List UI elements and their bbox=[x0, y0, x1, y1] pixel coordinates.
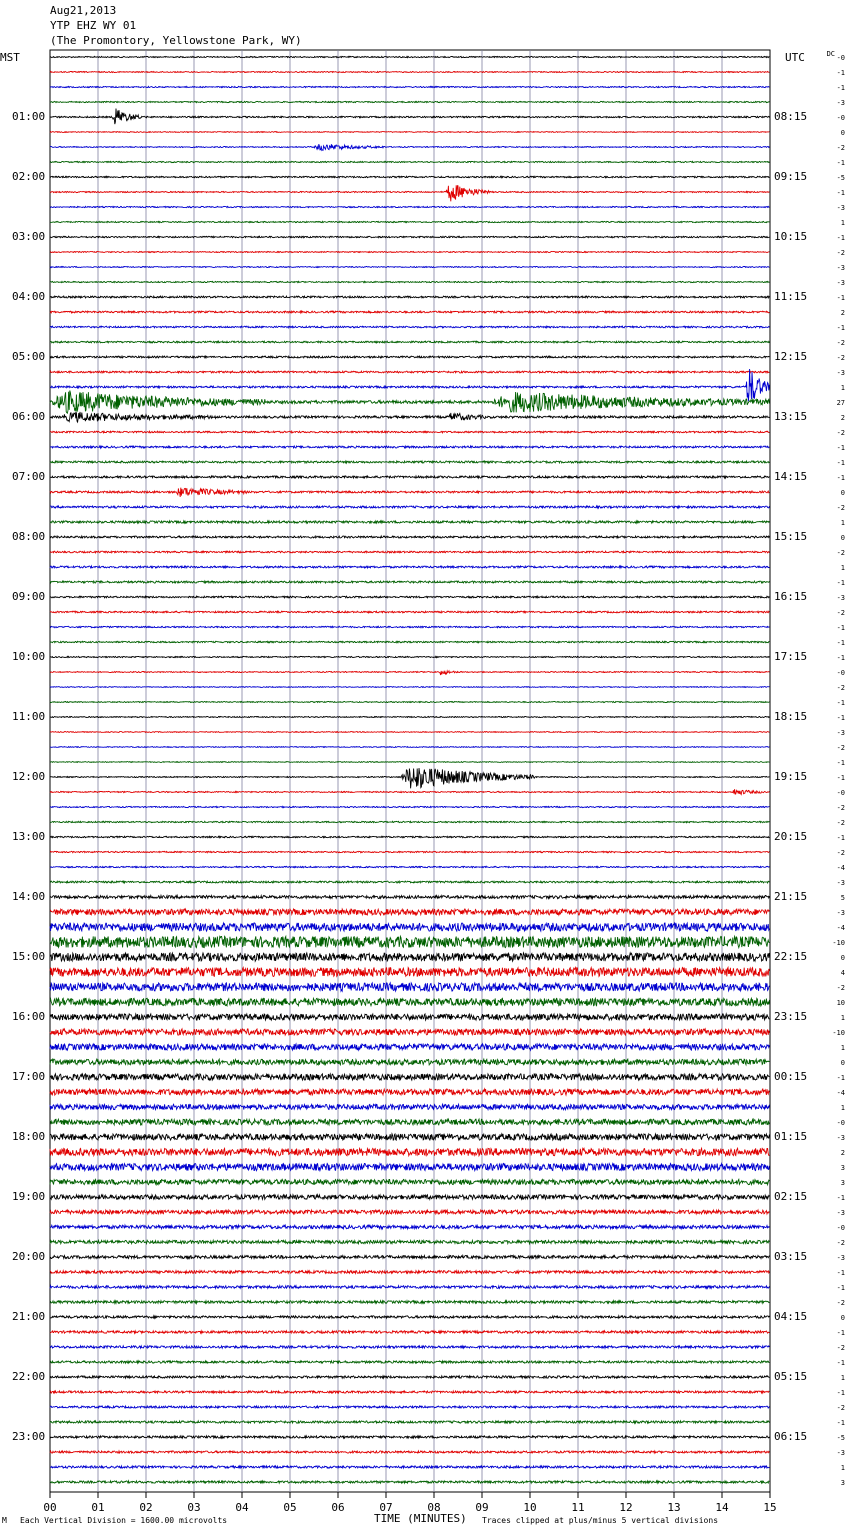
mst-hour-label: 13:00 bbox=[12, 830, 46, 843]
trace-row-93 bbox=[50, 1451, 769, 1453]
trace-row-13 bbox=[50, 252, 769, 253]
dc-offset-label: 1 bbox=[840, 519, 845, 527]
dc-offset-label: -2 bbox=[836, 144, 845, 152]
mst-hour-label: 04:00 bbox=[12, 290, 46, 303]
dc-offset-label: 1 bbox=[840, 1104, 845, 1112]
trace-row-63 bbox=[50, 998, 769, 1005]
mst-hour-label: 06:00 bbox=[12, 410, 46, 423]
utc-axis-title: UTC bbox=[785, 51, 805, 64]
dc-offset-label: -5 bbox=[836, 1434, 845, 1442]
utc-hour-label: 19:15 bbox=[774, 770, 808, 783]
utc-hour-label: 22:15 bbox=[774, 950, 808, 963]
utc-hour-label: 08:15 bbox=[774, 110, 808, 123]
trace-row-87 bbox=[50, 1361, 769, 1363]
corner-mark: M bbox=[2, 1516, 7, 1525]
x-tick-label: 07 bbox=[379, 1501, 393, 1514]
trace-row-3 bbox=[50, 101, 769, 102]
dc-offset-label: 1 bbox=[840, 1464, 845, 1472]
dc-offset-label: 2 bbox=[840, 414, 845, 422]
dc-offset-label: -10 bbox=[832, 939, 845, 947]
dc-offset-label: -1 bbox=[836, 69, 845, 77]
dc-offset-label: -3 bbox=[836, 204, 845, 212]
mst-hour-label: 10:00 bbox=[12, 650, 46, 663]
trace-row-30 bbox=[50, 506, 769, 508]
dc-offset-label: -0 bbox=[836, 789, 845, 797]
trace-row-8 bbox=[50, 176, 769, 177]
dc-offset-label: -2 bbox=[836, 744, 845, 752]
trace-row-9 bbox=[50, 185, 769, 201]
utc-hour-label: 17:15 bbox=[774, 650, 808, 663]
trace-row-33 bbox=[50, 551, 769, 553]
dc-offset-label: -1 bbox=[836, 294, 845, 302]
dc-offset-label: 1 bbox=[840, 564, 845, 572]
trace-row-40 bbox=[50, 656, 769, 657]
x-tick-label: 03 bbox=[187, 1501, 201, 1514]
dc-offset-label: -2 bbox=[836, 819, 845, 827]
mst-hour-label: 05:00 bbox=[12, 350, 46, 363]
utc-hour-label: 13:15 bbox=[774, 410, 808, 423]
trace-row-49 bbox=[50, 789, 769, 794]
dc-offset-label: 0 bbox=[840, 954, 845, 962]
dc-offset-label: -0 bbox=[836, 1119, 845, 1127]
trace-row-92 bbox=[50, 1436, 769, 1438]
trace-row-20 bbox=[50, 356, 769, 358]
trace-row-39 bbox=[50, 641, 769, 642]
trace-row-43 bbox=[50, 702, 769, 703]
trace-row-91 bbox=[50, 1421, 769, 1423]
dc-offset-label: -3 bbox=[836, 1449, 845, 1457]
trace-row-77 bbox=[50, 1210, 769, 1214]
mst-hour-label: 22:00 bbox=[12, 1370, 46, 1383]
dc-offset-label: -2 bbox=[836, 609, 845, 617]
trace-row-34 bbox=[50, 566, 769, 568]
mst-axis-title: MST bbox=[0, 51, 20, 64]
dc-offset-label: 3 bbox=[840, 1179, 845, 1187]
dc-offset-label: -0 bbox=[836, 114, 845, 122]
trace-row-71 bbox=[50, 1119, 769, 1125]
trace-row-62 bbox=[50, 983, 769, 991]
trace-row-74 bbox=[50, 1163, 769, 1170]
dc-offset-label: -10 bbox=[832, 1029, 845, 1037]
dc-offset-label: -1 bbox=[836, 474, 845, 482]
x-tick-label: 01 bbox=[91, 1501, 105, 1514]
dc-offset-label: -1 bbox=[836, 324, 845, 332]
mst-hour-label: 21:00 bbox=[12, 1310, 46, 1323]
dc-offset-label: -3 bbox=[836, 99, 845, 107]
dc-offset-label: -0 bbox=[836, 669, 845, 677]
dc-offset-label: 2 bbox=[840, 1149, 845, 1157]
trace-row-46 bbox=[50, 747, 769, 748]
trace-row-38 bbox=[50, 626, 769, 627]
dc-offset-label: 0 bbox=[840, 1314, 845, 1322]
trace-row-95 bbox=[50, 1481, 769, 1483]
dc-offset-label: -2 bbox=[836, 1299, 845, 1307]
dc-offset-label: -3 bbox=[836, 264, 845, 272]
location-label: (The Promontory, Yellowstone Park, WY) bbox=[50, 34, 302, 47]
trace-row-18 bbox=[50, 326, 769, 328]
mst-hour-label: 01:00 bbox=[12, 110, 46, 123]
trace-row-76 bbox=[50, 1195, 769, 1199]
trace-row-4 bbox=[50, 109, 769, 125]
trace-row-32 bbox=[50, 536, 769, 538]
trace-row-2 bbox=[50, 86, 769, 87]
dc-offset-label: -2 bbox=[836, 249, 845, 257]
dc-offset-label: -3 bbox=[836, 729, 845, 737]
trace-row-66 bbox=[50, 1044, 769, 1050]
mst-hour-label: 20:00 bbox=[12, 1250, 46, 1263]
x-tick-label: 14 bbox=[715, 1501, 729, 1514]
dc-offset-label: -1 bbox=[836, 1329, 845, 1337]
dc-offset-label: -1 bbox=[836, 714, 845, 722]
trace-row-58 bbox=[50, 923, 769, 931]
dc-axis-title: DC bbox=[826, 50, 835, 58]
x-tick-label: 00 bbox=[43, 1501, 57, 1514]
trace-row-82 bbox=[50, 1286, 769, 1289]
trace-row-16 bbox=[50, 296, 769, 298]
x-tick-label: 05 bbox=[283, 1501, 297, 1514]
dc-offset-label: -3 bbox=[836, 1209, 845, 1217]
mst-hour-label: 07:00 bbox=[12, 470, 46, 483]
x-tick-label: 10 bbox=[523, 1501, 537, 1514]
dc-offset-label: -1 bbox=[836, 624, 845, 632]
trace-row-65 bbox=[50, 1029, 769, 1035]
trace-row-22 bbox=[50, 369, 769, 401]
dc-offset-label: -0 bbox=[836, 54, 845, 62]
trace-row-27 bbox=[50, 461, 769, 463]
dc-offset-label: -1 bbox=[836, 774, 845, 782]
trace-row-36 bbox=[50, 596, 769, 598]
dc-offset-label: 1 bbox=[840, 384, 845, 392]
trace-row-85 bbox=[50, 1331, 769, 1333]
trace-row-79 bbox=[50, 1240, 769, 1243]
trace-row-64 bbox=[50, 1014, 769, 1020]
dc-offset-label: -0 bbox=[836, 1224, 845, 1232]
dc-offset-label: -2 bbox=[836, 1404, 845, 1412]
dc-offset-label: 5 bbox=[840, 894, 845, 902]
trace-row-75 bbox=[50, 1179, 769, 1184]
trace-row-44 bbox=[50, 717, 769, 718]
dc-offset-label: -2 bbox=[836, 429, 845, 437]
dc-offset-label: 0 bbox=[840, 1059, 845, 1067]
dc-offset-label: -2 bbox=[836, 549, 845, 557]
dc-offset-label: 1 bbox=[840, 1014, 845, 1022]
trace-row-5 bbox=[50, 132, 769, 133]
x-tick-label: 08 bbox=[427, 1501, 441, 1514]
dc-offset-label: -4 bbox=[836, 864, 845, 872]
dc-offset-label: -3 bbox=[836, 369, 845, 377]
utc-hour-label: 04:15 bbox=[774, 1310, 808, 1323]
mst-hour-label: 02:00 bbox=[12, 170, 46, 183]
utc-hour-label: 21:15 bbox=[774, 890, 808, 903]
dc-offset-label: -2 bbox=[836, 339, 845, 347]
trace-row-69 bbox=[50, 1089, 769, 1095]
mst-hour-label: 11:00 bbox=[12, 710, 46, 723]
trace-row-12 bbox=[50, 236, 769, 237]
utc-hour-label: 02:15 bbox=[774, 1190, 808, 1203]
dc-offset-label: -1 bbox=[836, 1419, 845, 1427]
x-tick-label: 11 bbox=[571, 1501, 585, 1514]
trace-row-83 bbox=[50, 1301, 769, 1304]
dc-offset-label: -3 bbox=[836, 279, 845, 287]
dc-offset-label: 1 bbox=[840, 1044, 845, 1052]
mst-hour-label: 19:00 bbox=[12, 1190, 46, 1203]
dc-offset-label: -1 bbox=[836, 639, 845, 647]
utc-hour-label: 01:15 bbox=[774, 1130, 808, 1143]
trace-row-73 bbox=[50, 1148, 769, 1155]
mst-hour-label: 23:00 bbox=[12, 1430, 46, 1443]
utc-hour-label: 09:15 bbox=[774, 170, 808, 183]
trace-row-61 bbox=[50, 968, 769, 977]
mst-hour-label: 03:00 bbox=[12, 230, 46, 243]
trace-row-90 bbox=[50, 1406, 769, 1408]
utc-hour-label: 05:15 bbox=[774, 1370, 808, 1383]
trace-row-14 bbox=[50, 267, 769, 268]
mst-hour-label: 08:00 bbox=[12, 530, 46, 543]
dc-offset-label: -3 bbox=[836, 1254, 845, 1262]
dc-offset-label: -1 bbox=[836, 1074, 845, 1082]
dc-offset-label: 27 bbox=[836, 399, 845, 407]
dc-offset-label: -4 bbox=[836, 1089, 845, 1097]
station-label: YTP EHZ WY 01 bbox=[50, 19, 137, 32]
trace-row-54 bbox=[50, 866, 769, 867]
dc-offset-label: 1 bbox=[840, 1374, 845, 1382]
dc-offset-label: -2 bbox=[836, 849, 845, 857]
x-tick-label: 13 bbox=[667, 1501, 681, 1514]
trace-row-55 bbox=[50, 881, 769, 883]
trace-row-15 bbox=[50, 281, 769, 282]
clip-note: Traces clipped at plus/minus 5 vertical divisions bbox=[482, 1516, 719, 1525]
trace-row-47 bbox=[50, 762, 769, 763]
trace-row-94 bbox=[50, 1466, 769, 1468]
dc-offset-label: 1 bbox=[840, 219, 845, 227]
dc-offset-label: 2 bbox=[840, 309, 845, 317]
scale-note: Each Vertical Division = 1600.00 microvolts bbox=[20, 1516, 228, 1525]
dc-offset-label: 0 bbox=[840, 489, 845, 497]
dc-offset-label: -1 bbox=[836, 159, 845, 167]
trace-row-81 bbox=[50, 1271, 769, 1274]
dc-offset-label: -1 bbox=[836, 444, 845, 452]
dc-offset-label: -2 bbox=[836, 504, 845, 512]
utc-hour-label: 06:15 bbox=[774, 1430, 808, 1443]
trace-row-11 bbox=[50, 221, 769, 222]
trace-row-84 bbox=[50, 1316, 769, 1318]
dc-offset-label: -1 bbox=[836, 579, 845, 587]
utc-hour-label: 23:15 bbox=[774, 1010, 808, 1023]
trace-row-70 bbox=[50, 1104, 769, 1109]
utc-hour-label: 03:15 bbox=[774, 1250, 808, 1263]
utc-hour-label: 18:15 bbox=[774, 710, 808, 723]
trace-row-10 bbox=[50, 206, 769, 207]
mst-hour-label: 18:00 bbox=[12, 1130, 46, 1143]
utc-hour-label: 00:15 bbox=[774, 1070, 808, 1083]
trace-row-48 bbox=[50, 768, 769, 788]
trace-row-6 bbox=[50, 144, 769, 150]
trace-row-53 bbox=[50, 851, 769, 852]
dc-offset-label: -3 bbox=[836, 879, 845, 887]
utc-hour-label: 10:15 bbox=[774, 230, 808, 243]
traces bbox=[50, 56, 769, 1483]
dc-offset-label: -1 bbox=[836, 1359, 845, 1367]
dc-offset-label: -3 bbox=[836, 594, 845, 602]
dc-offset-label: 0 bbox=[840, 534, 845, 542]
trace-row-72 bbox=[50, 1134, 769, 1140]
dc-offset-label: -1 bbox=[836, 834, 845, 842]
dc-offset-label: -2 bbox=[836, 1344, 845, 1352]
mst-hour-label: 15:00 bbox=[12, 950, 46, 963]
dc-offset-label: -1 bbox=[836, 459, 845, 467]
utc-hour-label: 15:15 bbox=[774, 530, 808, 543]
trace-row-7 bbox=[50, 161, 769, 162]
trace-row-29 bbox=[50, 488, 769, 497]
dc-offset-label: -2 bbox=[836, 984, 845, 992]
dc-offset-label: 10 bbox=[836, 999, 845, 1007]
trace-row-89 bbox=[50, 1391, 769, 1393]
x-tick-label: 09 bbox=[475, 1501, 489, 1514]
dc-offset-label: -1 bbox=[836, 759, 845, 767]
date-label: Aug21,2013 bbox=[50, 4, 117, 17]
dc-offset-label: -1 bbox=[836, 654, 845, 662]
trace-row-31 bbox=[50, 521, 769, 523]
trace-row-0 bbox=[50, 56, 769, 57]
dc-offset-label: -2 bbox=[836, 1239, 845, 1247]
dc-offset-label: 0 bbox=[840, 129, 845, 137]
trace-row-37 bbox=[50, 611, 769, 613]
trace-row-19 bbox=[50, 341, 769, 343]
dc-offset-label: -4 bbox=[836, 924, 845, 932]
dc-offset-label: -2 bbox=[836, 684, 845, 692]
trace-row-78 bbox=[50, 1225, 769, 1229]
dc-offset-label: -1 bbox=[836, 699, 845, 707]
dc-offset-label: 3 bbox=[840, 1164, 845, 1172]
trace-row-24 bbox=[50, 412, 769, 422]
trace-row-1 bbox=[50, 72, 769, 73]
dc-offset-label: -1 bbox=[836, 189, 845, 197]
trace-row-17 bbox=[50, 311, 769, 313]
dc-offset-label: -1 bbox=[836, 1284, 845, 1292]
x-tick-label: 06 bbox=[331, 1501, 345, 1514]
mst-hour-label: 17:00 bbox=[12, 1070, 46, 1083]
dc-offset-label: -2 bbox=[836, 804, 845, 812]
trace-row-21 bbox=[50, 371, 769, 373]
utc-hour-label: 20:15 bbox=[774, 830, 808, 843]
utc-hour-label: 11:15 bbox=[774, 290, 808, 303]
mst-hour-label: 09:00 bbox=[12, 590, 46, 603]
mst-hour-label: 14:00 bbox=[12, 890, 46, 903]
mst-hour-label: 16:00 bbox=[12, 1010, 46, 1023]
x-tick-label: 02 bbox=[139, 1501, 153, 1514]
dc-offset-label: -1 bbox=[836, 84, 845, 92]
dc-offset-label: -5 bbox=[836, 174, 845, 182]
dc-offset-label: -1 bbox=[836, 1269, 845, 1277]
trace-row-50 bbox=[50, 806, 769, 807]
utc-hour-label: 16:15 bbox=[774, 590, 808, 603]
utc-hour-label: 12:15 bbox=[774, 350, 808, 363]
trace-row-59 bbox=[50, 936, 769, 947]
dc-offset-label: -1 bbox=[836, 1194, 845, 1202]
trace-row-42 bbox=[50, 687, 769, 688]
dc-offset-label: -1 bbox=[836, 234, 845, 242]
mst-hour-label: 12:00 bbox=[12, 770, 46, 783]
trace-row-68 bbox=[50, 1074, 769, 1080]
trace-row-35 bbox=[50, 581, 769, 583]
x-axis-title: TIME (MINUTES) bbox=[374, 1512, 467, 1525]
dc-offset-label: -2 bbox=[836, 354, 845, 362]
trace-row-88 bbox=[50, 1376, 769, 1378]
x-tick-label: 04 bbox=[235, 1501, 249, 1514]
trace-row-28 bbox=[50, 476, 769, 478]
trace-row-26 bbox=[50, 446, 769, 448]
trace-row-25 bbox=[50, 431, 769, 433]
dc-offset-label: 4 bbox=[840, 969, 845, 977]
x-tick-label: 12 bbox=[619, 1501, 633, 1514]
trace-row-45 bbox=[50, 732, 769, 733]
trace-row-56 bbox=[50, 896, 769, 899]
utc-hour-label: 14:15 bbox=[774, 470, 808, 483]
trace-row-57 bbox=[50, 909, 769, 915]
dc-offset-label: -3 bbox=[836, 1134, 845, 1142]
trace-row-80 bbox=[50, 1256, 769, 1259]
trace-row-23 bbox=[50, 391, 769, 414]
dc-offset-label: -3 bbox=[836, 909, 845, 917]
trace-row-41 bbox=[50, 671, 769, 675]
trace-row-60 bbox=[50, 953, 769, 961]
dc-offset-label: 3 bbox=[840, 1479, 845, 1487]
trace-row-51 bbox=[50, 821, 769, 822]
x-tick-label: 15 bbox=[763, 1501, 777, 1514]
dc-offset-label: -1 bbox=[836, 1389, 845, 1397]
trace-row-86 bbox=[50, 1346, 769, 1348]
trace-row-67 bbox=[50, 1059, 769, 1065]
trace-row-52 bbox=[50, 836, 769, 837]
